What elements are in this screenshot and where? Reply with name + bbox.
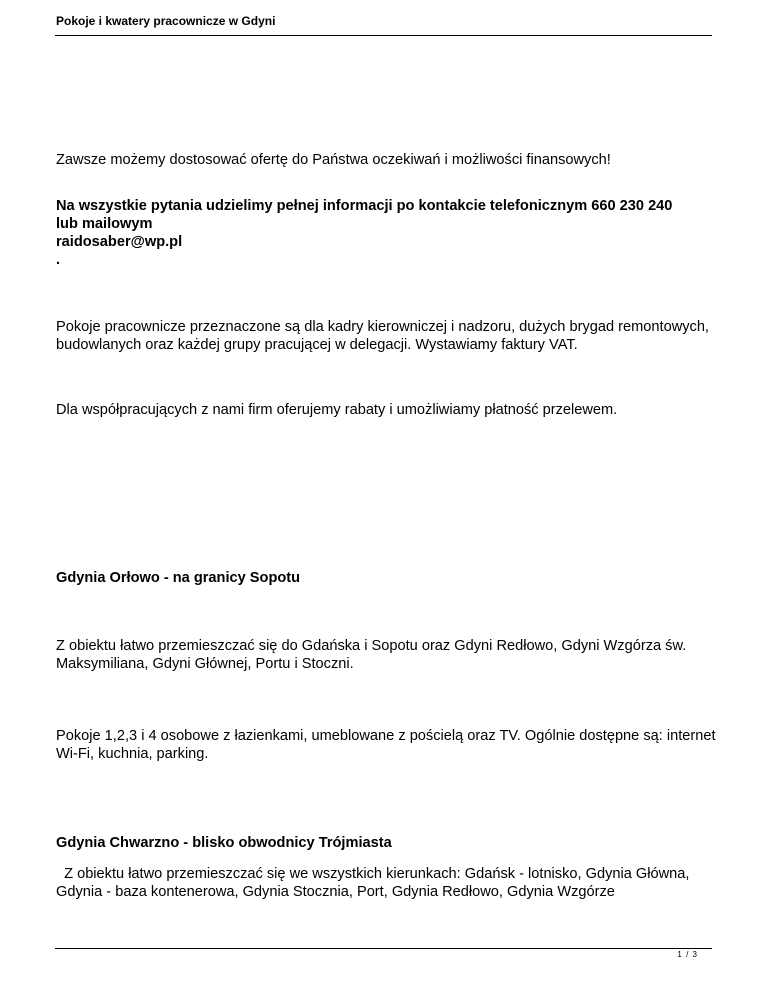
contact-mail-line: lub mailowym — [56, 216, 153, 232]
page-header-title: Pokoje i kwatery pracownicze w Gdyni — [56, 14, 276, 28]
rooms-purpose-paragraph: Pokoje pracownicze przeznaczone są dla kadry kierowniczej i nadzoru, dużych brygad remontowych, budowlanych oraz każdej grupy pracującej w delegacji. Wystawiamy faktury VAT. — [56, 319, 709, 353]
contact-dot: . — [56, 252, 61, 268]
footer-divider — [55, 948, 712, 949]
page-number: 1 / 3 — [677, 950, 698, 959]
header-divider — [55, 35, 712, 36]
orlowo-access-paragraph: Z obiektu łatwo przemieszczać się do Gdańska i Sopotu oraz Gdyni Redłowo, Gdyni Wzgórza św. Maksymiliana, Gdyni Głównej, Portu i Stoczni. — [56, 638, 687, 672]
contact-phone-line: Na wszystkie pytania udzielimy pełnej informacji po kontakcie telefonicznym 660 230 240 — [56, 198, 673, 214]
chwarzno-access-paragraph: Z obiektu łatwo przemieszczać się we wszystkich kierunkach: Gdańsk - lotnisko, Gdynia Główna, Gdynia - baza kontenerowa, Gdynia Stocznia, Port, Gdynia Redłowo, Gdynia Wzgórze — [56, 866, 694, 900]
chwarzno-heading: Gdynia Chwarzno - blisko obwodnicy Trójmiasta — [56, 835, 392, 851]
contact-block — [56, 197, 716, 269]
orlowo-rooms-paragraph: Pokoje 1,2,3 i 4 osobowe z łazienkami, umeblowane z pościelą oraz TV. Ogólnie dostępne są: internet Wi-Fi, kuchnia, parking. — [56, 728, 716, 762]
contact-email[interactable]: raidosaber@wp.pl — [56, 234, 183, 250]
offer-paragraph: Zawsze możemy dostosować ofertę do Państwa oczekiwań i możliwości finansowych! — [56, 152, 611, 168]
orlowo-heading: Gdynia Orłowo - na granicy Sopotu — [56, 570, 301, 586]
discounts-paragraph: Dla współpracujących z nami firm oferujemy rabaty i umożliwiamy płatność przelewem. — [56, 402, 618, 418]
